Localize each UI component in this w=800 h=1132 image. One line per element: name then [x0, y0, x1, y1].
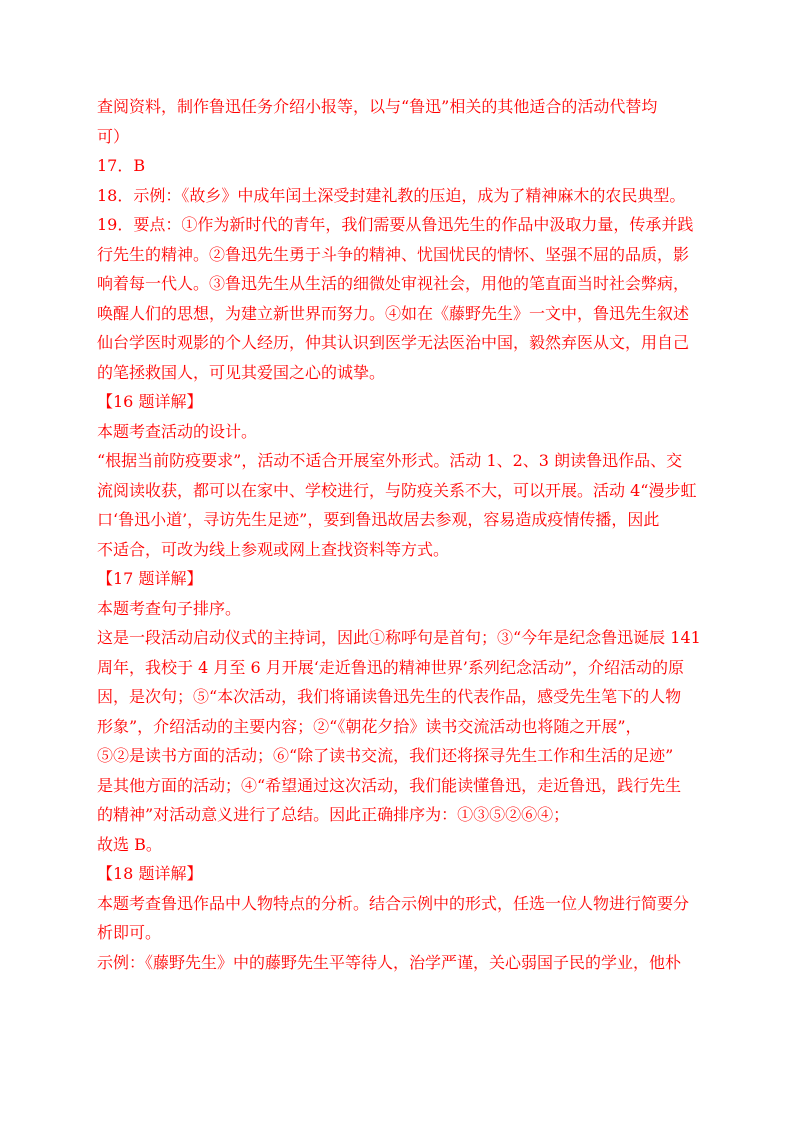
text-line: 的笔拯救国人，可见其爱国之心的诚挚。 — [97, 362, 386, 382]
text-line: 口‘鲁迅小道’，寻访先生足迹”，要到鲁迅故居去参观，容易造成疫情传播，因此 — [97, 510, 660, 529]
text-line: 响着每一代人。③鲁迅先生从生活的细微处审视社会，用他的笔直面当时社会弊病， — [97, 274, 690, 293]
document-page — [97, 92, 711, 977]
text-line: 这是一段活动启动仪式的主持词，因此①称呼句是首句；③“今年是纪念鲁迅诞辰 141 — [97, 628, 701, 647]
text-line: 本题考查鲁迅作品中人物特点的分析。结合示例中的形式，任选一位人物进行简要分 — [97, 893, 690, 913]
section-heading: 【18 题详解】 — [97, 864, 203, 883]
text-line: “根据当前防疫要求”，活动不适合开展室外形式。活动 1、2、3 朗读鲁迅作品、交 — [97, 451, 683, 470]
text-line: 故选 B。 — [97, 834, 162, 854]
text-line: 本题考查活动的设计。 — [97, 421, 258, 441]
section-heading: 【17 题详解】 — [97, 569, 203, 588]
text-line: 是其他方面的活动；④“希望通过这次活动，我们能读懂鲁迅，走近鲁迅，践行先生 — [97, 775, 682, 795]
text-line: 可） — [97, 126, 130, 146]
text-line: 唤醒人们的思想，为建立新世界而努力。④如在《藤野先生》一文中，鲁迅先生叙述 — [97, 303, 690, 323]
text-line: 本题考查句子排序。 — [97, 598, 242, 618]
text-line: 17．B — [97, 156, 146, 175]
text-line: 的精神”对活动意义进行了总结。因此正确排序为：①③⑤②⑥④； — [97, 805, 570, 824]
text-line: 仙台学医时观影的个人经历，仲其认识到医学无法医治中国，毅然弃医从文，用自己 — [97, 333, 690, 352]
text-line: 流阅读收获，都可以在家中、学校进行，与防疫关系不大，可以开展。活动 4“漫步虹 — [97, 480, 697, 500]
text-line: 18．示例：《故乡》中成年闰土深受封建礼教的压迫，成为了精神麻木的农民典型。 — [97, 185, 686, 205]
text-line: 形象”，介绍活动的主要内容；②“《朝花夕拾》读书交流活动也将随之开展”， — [97, 716, 642, 736]
text-line: 析即可。 — [97, 923, 162, 942]
text-line: 因，是次句；⑤“本次活动，我们将诵读鲁迅先生的代表作品，感受先生笔下的人物 — [97, 687, 682, 706]
text-line: 不适合，可改为线上参观或网上查找资料等方式。 — [97, 539, 450, 559]
section-heading: 【16 题详解】 — [97, 392, 203, 411]
text-line: ⑤②是读书方面的活动；⑥“除了读书交流，我们还将探寻先生工作和生活的足迹” — [97, 746, 674, 765]
text-line: 19．要点：①作为新时代的青年，我们需要从鲁迅先生的作品中汲取力量，传承并践 — [97, 215, 694, 234]
text-line: 示例：《藤野先生》中的藤野先生平等待人，治学严谨，关心弱国子民的学业，他朴 — [97, 952, 682, 972]
text-line: 周年，我校于 4 月至 6 月开展‘走近鲁迅的精神世界’系列纪念活动”，介绍活动的原 — [97, 657, 685, 677]
text-line: 行先生的精神。②鲁迅先生勇于斗争的精神、忧国忧民的情怀、坚强不屈的品质，影 — [97, 244, 690, 264]
text-line: 查阅资料，制作鲁迅任务介绍小报等，以与“鲁迅”相关的其他适合的活动代替均 — [97, 97, 658, 116]
